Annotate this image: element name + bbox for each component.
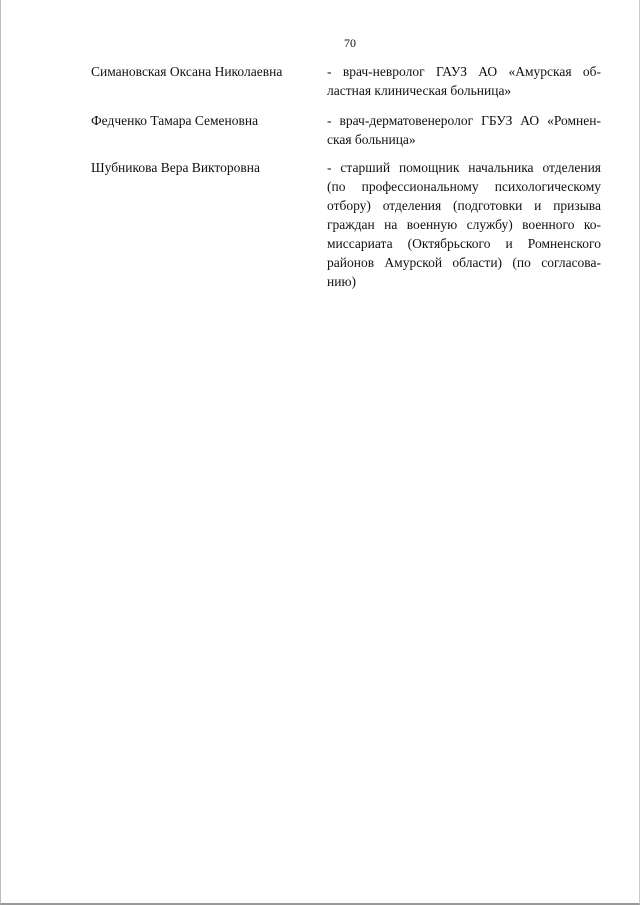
- role-line: ластная клиническая больница»: [327, 83, 512, 98]
- role-line: ская больница»: [327, 132, 416, 147]
- page-number: 70: [344, 36, 356, 50]
- role-line: - врач-дерматовенеролог ГБУЗ АО «Ромнен-: [327, 113, 601, 128]
- role-line: нию): [327, 274, 357, 289]
- role-line: - старший помощник начальника отделения: [327, 160, 601, 175]
- member-name: Шубникова Вера Викторовна: [91, 160, 260, 175]
- role-line: - врач-невролог ГАУЗ АО «Амурская об-: [327, 64, 601, 79]
- member-name: Симановская Оксана Николаевна: [91, 64, 283, 79]
- role-line: районов Амурской области) (по согласова-: [327, 255, 601, 270]
- member-role: [327, 158, 601, 291]
- member-name: Федченко Тамара Семеновна: [91, 113, 259, 128]
- member-role: [327, 111, 601, 149]
- role-line: отбору) отделения (подготовки и призыва: [327, 198, 601, 213]
- role-line: миссариата (Октябрьского и Ромненского: [327, 236, 601, 251]
- role-line: граждан на военную службу) военного ко-: [327, 217, 601, 232]
- member-role: [327, 62, 601, 100]
- role-line: (по профессиональному психологическому: [327, 179, 601, 194]
